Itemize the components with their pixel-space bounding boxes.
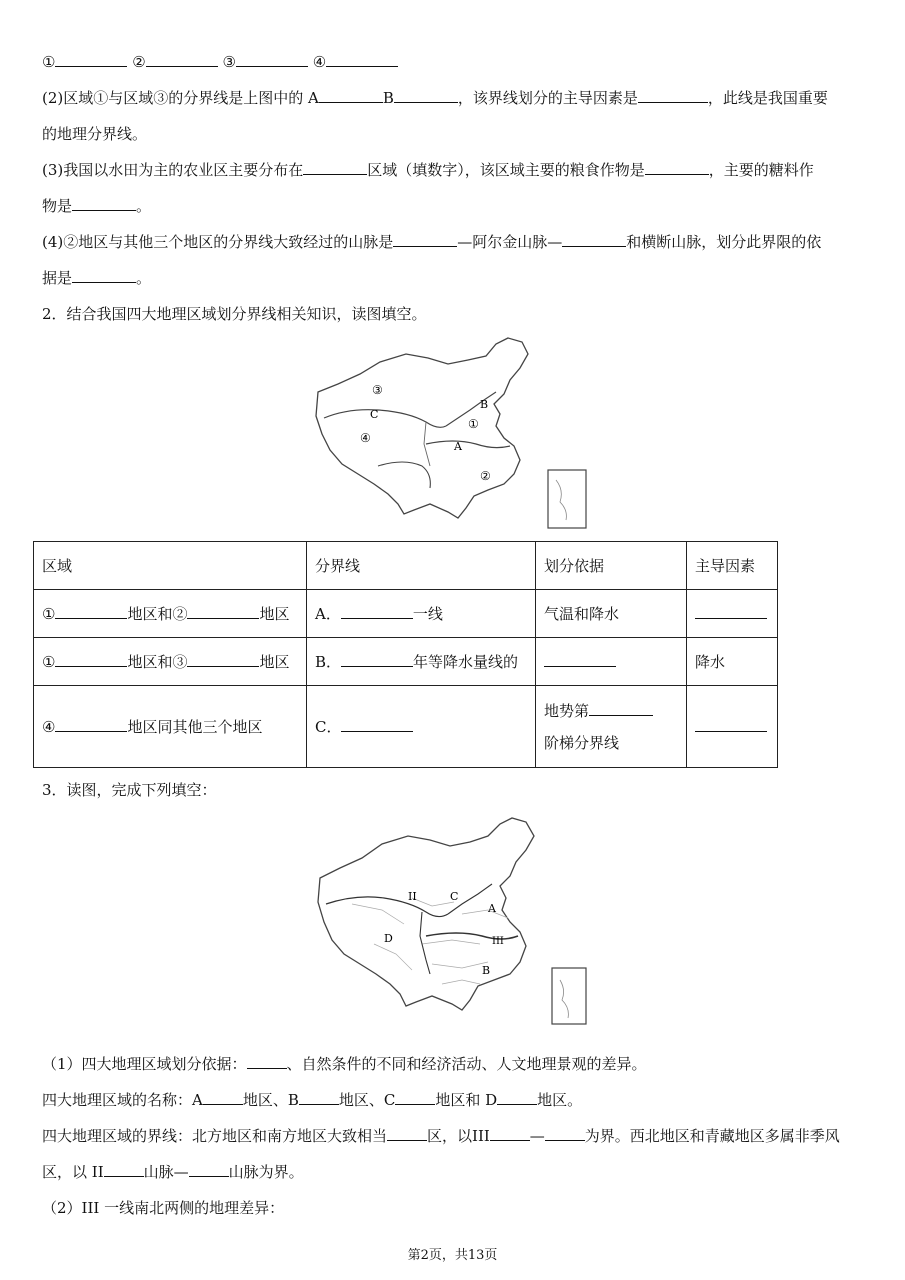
q3-part1: [42, 1054, 647, 1074]
table-header-row: [34, 542, 778, 590]
q1-part3: [42, 160, 814, 180]
blank-mountain-2[interactable]: [562, 232, 626, 247]
blank-line-a[interactable]: [319, 88, 383, 103]
q3-l3-text-d: 为界。西北地区和青藏地区多属非季风: [584, 1127, 840, 1145]
q3-l2-text-c: 地区、C: [338, 1091, 396, 1109]
row1-factor: [687, 590, 778, 638]
south-sea-inset-2: [552, 968, 586, 1024]
map1-label-4: ④: [360, 431, 371, 445]
row2-basis: [536, 638, 687, 686]
q1-blanks-row: [42, 52, 398, 72]
boundary-a: [426, 441, 510, 448]
header-factor: 主导因素: [687, 542, 778, 590]
q3-l3-text-b: 区，以III: [427, 1127, 490, 1145]
region-4-label: ④: [312, 53, 327, 71]
row3-basis-line1: [544, 695, 678, 727]
row2-region: [34, 638, 307, 686]
row3-p2: 地区同其他三个地区: [127, 718, 263, 736]
row3-region: [34, 686, 307, 768]
row2-blank-a[interactable]: [55, 652, 127, 667]
row2-blank-basis[interactable]: [544, 652, 616, 667]
q1-part2: [42, 88, 828, 108]
row1-region: [34, 590, 307, 638]
q1-part3-cont: [42, 196, 151, 216]
row3-basis-b: 阶梯分界线: [544, 733, 620, 752]
map1-label-1: ①: [468, 417, 479, 431]
row3-basis-a: 地势第: [544, 701, 590, 720]
q3-blank-iii-2[interactable]: [545, 1126, 585, 1141]
row1-blank-b[interactable]: [187, 604, 259, 619]
q3-l3-text-c: —: [529, 1127, 545, 1145]
blank-2[interactable]: [146, 52, 218, 67]
row3-blank-factor[interactable]: [695, 717, 767, 732]
china-outline-1: [316, 338, 528, 518]
row3-blank-a[interactable]: [55, 717, 127, 732]
regions-table: [33, 541, 778, 768]
map1-label-2: ②: [480, 469, 491, 483]
row1-p1: ①: [42, 605, 56, 623]
row3-blank-step[interactable]: [589, 701, 653, 716]
boundary-iii: [426, 933, 518, 939]
q3-boundaries: [42, 1126, 840, 1146]
q3-blank-iii-1[interactable]: [490, 1126, 530, 1141]
blank-factor[interactable]: [638, 88, 708, 103]
china-map-2: [312, 814, 592, 1030]
header-region: 区域: [34, 542, 307, 590]
table-row: [34, 638, 778, 686]
row3-boundary: [307, 686, 536, 768]
row1-blank-a[interactable]: [55, 604, 127, 619]
q3-l4-text-c: 山脉为界。: [228, 1163, 304, 1181]
q1-part4-cont: [42, 268, 151, 288]
q3-blank-c[interactable]: [395, 1090, 435, 1105]
q3-l4-text-a: 区，以 II: [42, 1163, 104, 1181]
q1-p4-text-a: (4)②地区与其他三个地区的分界线大致经过的山脉是: [42, 233, 394, 251]
q1-part2-cont: 的地理分界线。: [42, 125, 148, 143]
q3-names: [42, 1090, 582, 1110]
q3-part2: （2）III 一线南北两侧的地理差异：: [42, 1199, 285, 1217]
q3-l2-text-a: 四大地理区域的名称：A: [42, 1091, 203, 1109]
boundary-tibet: [378, 462, 430, 488]
map2-label-ii: II: [408, 890, 417, 903]
q1-p3-text-d: 物是: [42, 197, 73, 215]
row1-blank-factor[interactable]: [695, 604, 767, 619]
q3-blank-b[interactable]: [299, 1090, 339, 1105]
q1-p2-text-c: ，该界线划分的主导因素是: [457, 89, 638, 107]
q1-p3-text-c: ，主要的糖料作: [708, 161, 814, 179]
q3-blank-mtn-1[interactable]: [104, 1162, 144, 1177]
table-row: [34, 590, 778, 638]
q3-l4-text-b: 山脉—: [143, 1163, 189, 1181]
row2-p1: ①: [42, 653, 56, 671]
south-sea-inset-1: [548, 470, 586, 528]
row1-line-after: 一线: [412, 605, 443, 623]
row2-line-after: 年等降水量线的: [413, 653, 519, 671]
blank-basis[interactable]: [72, 268, 136, 283]
blank-1[interactable]: [55, 52, 127, 67]
map1-label-3: ③: [372, 383, 383, 397]
q1-p4-text-e: 。: [136, 269, 152, 287]
map2-label-iii: III: [492, 936, 504, 947]
map1-label-a: A: [454, 440, 462, 453]
map2-label-c: C: [450, 890, 459, 903]
china-outline-2: [318, 818, 534, 1010]
q1-p4-text-b: —阿尔金山脉—: [457, 233, 563, 251]
row1-blank-line[interactable]: [341, 604, 413, 619]
q3-l2-text-e: 地区。: [537, 1091, 583, 1109]
blank-mountain-1[interactable]: [393, 232, 457, 247]
q1-p2-text-a: (2)区域①与区域③的分界线是上图中的 A: [42, 89, 319, 107]
q3-l2-text-d: 地区和 D: [435, 1091, 498, 1109]
q1-p4-text-d: 据是: [42, 269, 73, 287]
row2-line: B．: [315, 653, 342, 671]
row2-blank-line[interactable]: [341, 652, 413, 667]
page-footer: 第2页，共13页: [407, 1248, 498, 1263]
row2-blank-b[interactable]: [187, 652, 259, 667]
row1-p2: 地区和②: [127, 605, 188, 623]
q1-p3-text-e: 。: [136, 197, 152, 215]
region-3-label: ③: [222, 53, 236, 71]
row2-factor: 降水: [687, 638, 778, 686]
row1-basis: 气温和降水: [536, 590, 687, 638]
q1-part4: [42, 232, 821, 252]
blank-grain[interactable]: [645, 160, 709, 175]
boundary-c: [324, 410, 446, 428]
row2-p3: 地区: [259, 653, 290, 671]
q1-p2-text-b: B: [382, 89, 394, 107]
map1-label-b: B: [480, 398, 489, 411]
row3-line: C．: [315, 718, 342, 736]
q3-l3-text-a: 四大地理区域的界线：北方地区和南方地区大致相当: [42, 1127, 388, 1145]
map1-label-c: C: [370, 408, 379, 421]
row2-boundary: [307, 638, 536, 686]
q3-blank-d[interactable]: [497, 1090, 537, 1105]
q1-p3-text-b: 区域（填数字），该区域主要的粮食作物是: [367, 161, 645, 179]
q2-title: 2．结合我国四大地理区域划分界线相关知识，读图填空。: [42, 305, 427, 323]
table-row: [34, 686, 778, 768]
row1-line: A．: [315, 605, 341, 623]
q3-boundaries-cont: [42, 1162, 304, 1182]
header-boundary: 分界线: [307, 542, 536, 590]
map2-label-a: A: [488, 902, 496, 915]
region-1-label: ①: [42, 53, 56, 71]
region-2-label: ②: [132, 53, 146, 71]
q3-l2-text-b: 地区、B: [242, 1091, 299, 1109]
q3-blank-basis[interactable]: [247, 1054, 287, 1069]
boundary-ii: [326, 897, 448, 917]
row3-factor: [687, 686, 778, 768]
blank-sugar[interactable]: [72, 196, 136, 211]
q3-title: 3．读图，完成下列填空：: [42, 781, 217, 799]
row3-basis: [536, 686, 687, 768]
row1-boundary: [307, 590, 536, 638]
map2-label-d: D: [384, 932, 393, 945]
row3-blank-line[interactable]: [341, 717, 413, 732]
header-basis: 划分依据: [536, 542, 687, 590]
q1-p4-text-c: 和横断山脉，划分此界限的依: [626, 233, 822, 251]
row2-p2: 地区和③: [127, 653, 188, 671]
blank-3[interactable]: [236, 52, 308, 67]
q1-p2-text-d: ，此线是我国重要: [707, 89, 828, 107]
row1-p3: 地区: [259, 605, 290, 623]
q3-blank-a[interactable]: [203, 1090, 243, 1105]
row3-p1: ④: [42, 718, 56, 736]
blank-region-num[interactable]: [303, 160, 367, 175]
china-map-1: [308, 334, 598, 534]
q3-blank-mtn-2[interactable]: [189, 1162, 229, 1177]
q3-l1-text-a: （1）四大地理区域划分依据：: [42, 1055, 247, 1073]
blank-line-b[interactable]: [394, 88, 458, 103]
q3-blank-zone[interactable]: [387, 1126, 427, 1141]
blank-4[interactable]: [326, 52, 398, 67]
q3-l1-text-b: 、自然条件的不同和经济活动、人文地理景观的差异。: [286, 1055, 647, 1073]
map2-label-b: B: [482, 964, 491, 977]
q1-p3-text-a: (3)我国以水田为主的农业区主要分布在: [42, 161, 304, 179]
